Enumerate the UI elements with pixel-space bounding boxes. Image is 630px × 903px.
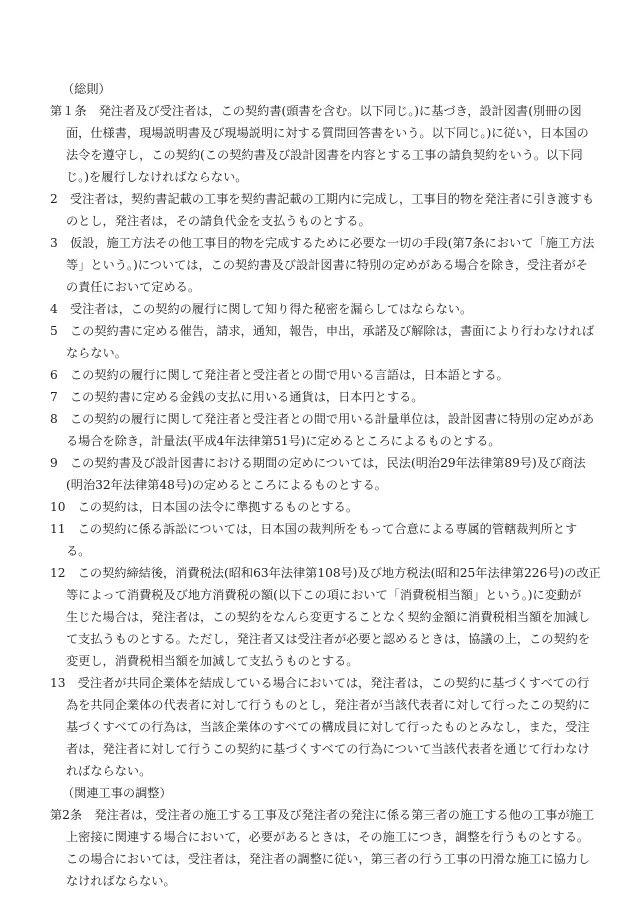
article-1 xyxy=(50,100,589,188)
clause-line: 6 この契約の履行に関して発注者と受注者との間で用いる言語は，日本語とする。 xyxy=(50,368,509,382)
clause-6 xyxy=(50,364,585,386)
clause-line: る場合を除き，計量法(平成4年法律第51号)に定めるところによるものとする。 xyxy=(66,434,501,448)
clause-line: 者は，発注者に対して行うこの契約に基づくすべての行為について当該代表者を通じて行わなけ xyxy=(66,742,590,756)
clause-line: 10 この契約は，日本国の法令に準拠するものとする。 xyxy=(50,500,359,514)
clause-line: の責任において定める。 xyxy=(66,280,201,294)
clause-line: 2 受注者は，契約書記載の工事を契約書記載の工期内に完成し，工事目的物を発注者に引き渡すも xyxy=(50,192,595,206)
clause-5 xyxy=(50,320,595,364)
clause-12 xyxy=(50,562,601,672)
clause-line: (明治32年法律第48号)の定めるところによるものとする。 xyxy=(66,478,387,492)
clause-line: 13 受注者が共同企業体を結成している場合においては，発注者は，この契約に基づくすべての行 xyxy=(50,676,590,690)
article-2 xyxy=(50,804,595,892)
clause-line: 基づくすべての行為は，当該企業体のすべての構成員に対して行ったものとみなし，また，受注 xyxy=(66,720,590,734)
clause-line: ればならない。 xyxy=(66,764,152,778)
clause-line: 3 仮設，施工方法その他工事目的物を完成するために必要な一切の手段(第7条において「施工方法 xyxy=(50,236,595,250)
clause-line: 変更し，消費税相当額を加減して支払うものとする。 xyxy=(66,654,359,668)
clause-line: 4 受注者は，この契約の履行に関して知り得た秘密を漏らしてはならない。 xyxy=(50,302,473,316)
clause-line: のとし，発注者は，その請負代金を支払うものとする。 xyxy=(66,214,371,228)
heading-related-work-adjustment: （関連工事の調整） xyxy=(62,786,172,800)
clause-line: 5 この契約書に定める催告，請求，通知，報告，申出，承諾及び解除は，書面により行わなければ xyxy=(50,324,595,338)
article-2-line: 上密接に関連する場合において，必要があるときは，その施工につき，調整を行うものとする。 xyxy=(66,830,590,844)
article-1-line: じ。)を履行しなければならない。 xyxy=(66,170,248,184)
article-1-line: 面，仕様書，現場説明書及び現場説明に対する質問回答書をいう。以下同じ。)に従い，日本国の xyxy=(66,126,589,140)
clause-2 xyxy=(50,188,595,232)
heading-general-provisions: （総則） xyxy=(62,82,111,96)
clause-line: 等によって消費税及び地方消費税の額(以下この項において「消費税相当額」という。)に変動が xyxy=(66,588,582,602)
clause-line: て支払うものとする。ただし，発注者又は受注者が必要と認めるときは，協議の上，この契約を xyxy=(66,632,591,646)
clause-line: 9 この契約書及び設計図書における期間の定めについては，民法(明治29年法律第89号)及び商法 xyxy=(50,456,586,470)
article-2-line: 第2条 発注者は，受注者の施工する工事及び発注者の発注に係る第三者の施工する他の工事が施工 xyxy=(50,808,595,822)
clause-line: ならない。 xyxy=(66,346,127,360)
clause-line: 等」という。)については，この契約書及び設計図書に特別の定めがある場合を除き，受注者がそ xyxy=(66,258,588,272)
article-2-line: この場合においては，受注者は，発注者の調整に従い，第三者の行う工事の円滑な施工に協力し xyxy=(66,852,591,866)
article-2-line: なければならない。 xyxy=(66,874,176,888)
clause-3 xyxy=(50,232,595,298)
clause-line: 7 この契約書に定める金銭の支払に用いる通貨は，日本円とする。 xyxy=(50,390,424,404)
clause-line: 生じた場合は，発注者は，この契約をなんら変更することなく契約金額に消費税相当額を加減し xyxy=(66,610,591,624)
clause-9 xyxy=(50,452,585,496)
clause-7 xyxy=(50,386,585,408)
clause-line: 為を共同企業体の代表者に対して行うものとし，発注者が当該代表者に対して行ったこの契約に xyxy=(66,698,591,712)
clause-13 xyxy=(50,672,591,782)
clause-11 xyxy=(50,518,585,562)
clause-line: る。 xyxy=(66,544,91,558)
clause-line: 8 この契約の履行に関して発注者と受注者との間で用いる計量単位は，設計図書に特別の定めがあ xyxy=(50,412,595,426)
clause-8 xyxy=(50,408,595,452)
clause-4 xyxy=(50,298,585,320)
clause-line: 12 この契約締結後，消費税法(昭和63年法律第108号)及び地方税法(昭和25年法律第226号)の改正 xyxy=(50,566,601,580)
article-1-line: 第１条 発注者及び受注者は，この契約書(頭書を含む。以下同じ。)に基づき，設計図書(別冊の図 xyxy=(50,104,582,118)
clause-line: 11 この契約に係る訴訟については，日本国の裁判所をもって合意による専属的管轄裁判所とす xyxy=(50,522,578,536)
clause-10 xyxy=(50,496,585,518)
article-1-line: 法令を遵守し，この契約(この契約書及び設計図書を内容とする工事の請負契約をいう。以下同 xyxy=(66,148,583,162)
